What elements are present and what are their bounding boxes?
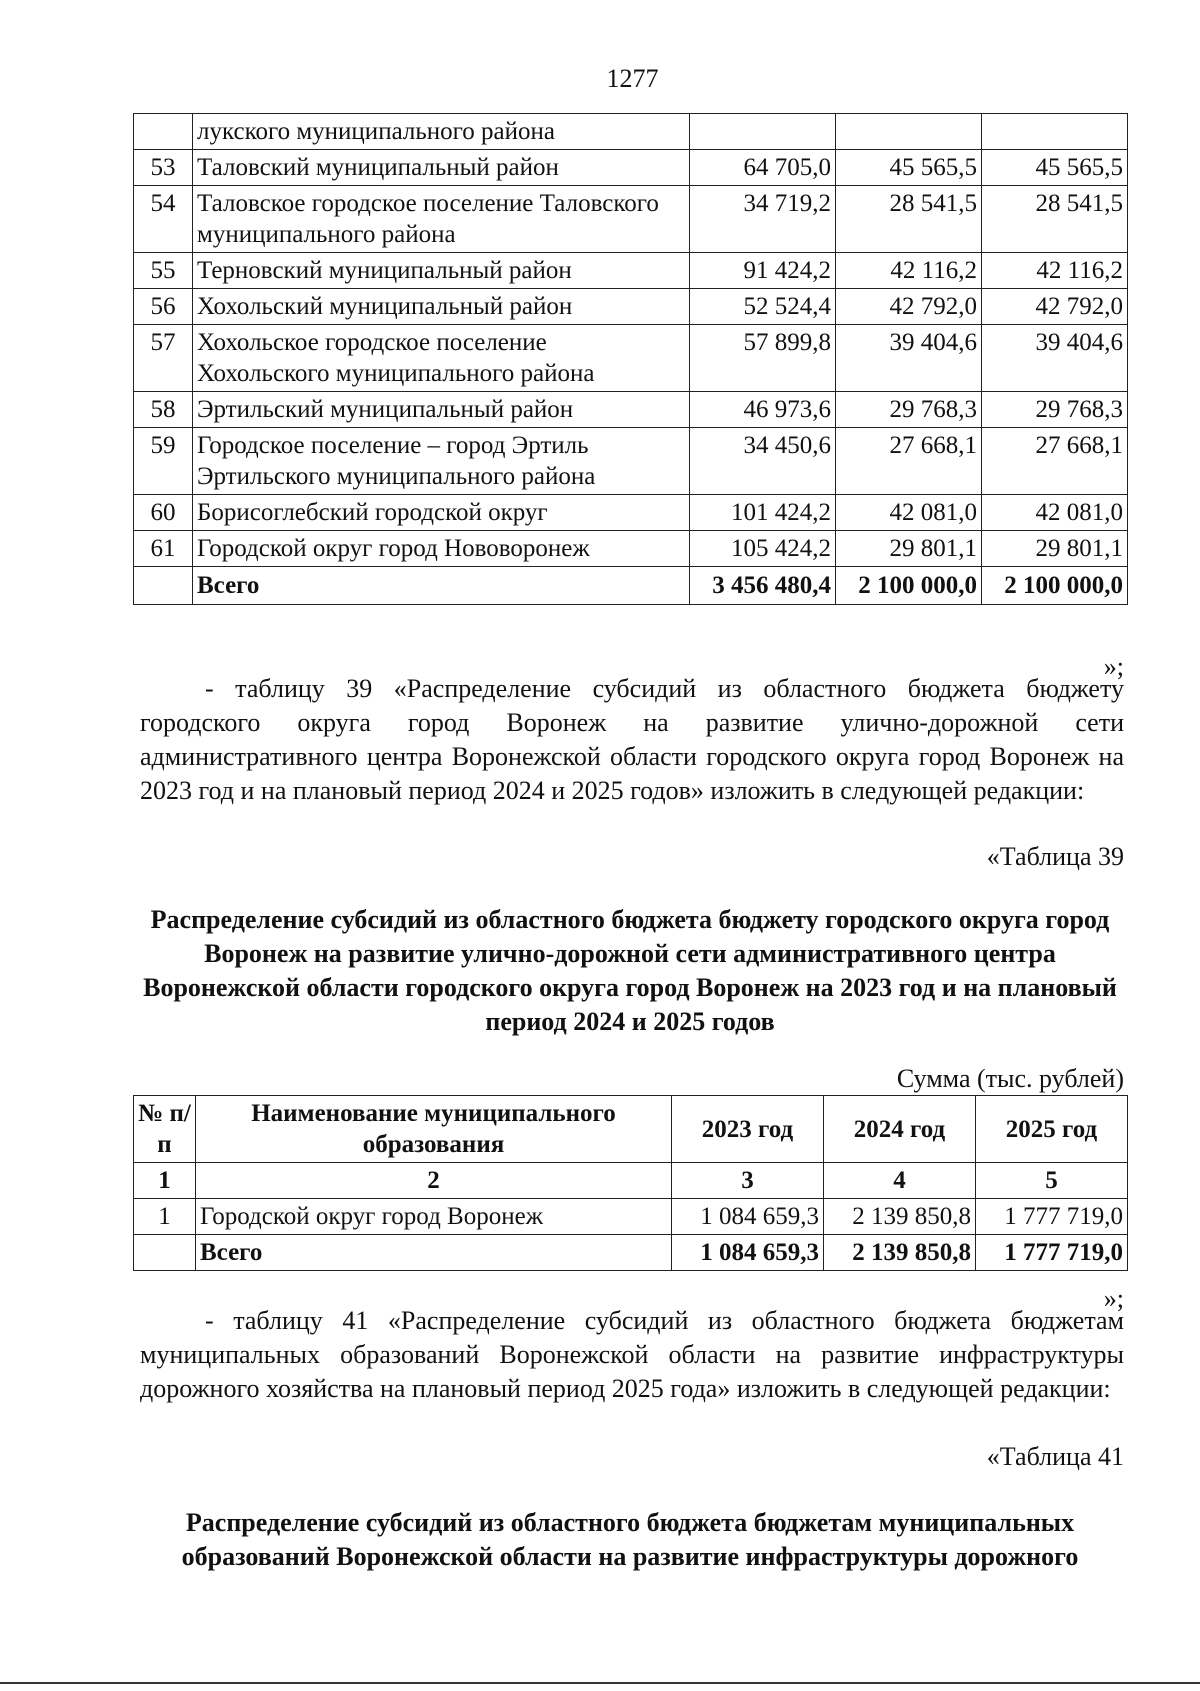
amount-2024: 29 801,1 [836,531,982,567]
table-41-title: Распределение субсидий из областного бюджета бюджетам муниципальных образований Воронежской области на развитие инфраструктуры дорожного [181,1508,1079,1571]
row-number: 58 [134,392,193,428]
row-number: 61 [134,531,193,567]
column-number: 1 [134,1163,196,1199]
header-2024: 2024 год [824,1096,976,1163]
municipality-name: Городское поселение – город Эртиль Эртильского муниципального района [193,428,690,495]
table-41-label: «Таблица 41 [986,1442,1124,1471]
total-2025: 2 100 000,0 [982,567,1128,605]
amount-2025: 42 116,2 [982,253,1128,289]
header-2023: 2023 год [672,1096,824,1163]
amount-2023: 52 524,4 [690,289,836,325]
subsidy-table-body [134,114,1128,605]
closing-quote-2: »; [1103,1284,1124,1313]
amount-2023: 101 424,2 [690,495,836,531]
amount-2024: 2 139 850,8 [824,1199,976,1235]
amount-2024: 29 768,3 [836,392,982,428]
amount-2025: 29 801,1 [982,531,1128,567]
table-row [134,392,1128,428]
row-number: 1 [134,1199,196,1235]
subsidy-table-continued [133,113,1128,605]
municipality-name: Терновский муниципальный район [193,253,690,289]
amount-2025: 28 541,5 [982,186,1128,253]
table-row [134,495,1128,531]
table-row [134,325,1128,392]
table-row [134,114,1128,150]
amount-2024: 39 404,6 [836,325,982,392]
total-label: Всего [193,567,690,605]
municipality-name: Таловский муниципальный район [193,150,690,186]
row-number: 55 [134,253,193,289]
header-name: Наименование муниципального образования [196,1096,672,1163]
amount-2025: 42 081,0 [982,495,1128,531]
amount-2023: 91 424,2 [690,253,836,289]
table-row [134,531,1128,567]
amount-2025: 1 777 719,0 [976,1199,1128,1235]
total-2024: 2 139 850,8 [824,1235,976,1271]
table-39-label: «Таблица 39 [986,842,1124,871]
municipality-name: Эртильский муниципальный район [193,392,690,428]
page-number: 1277 [606,64,659,93]
amount-2025: 39 404,6 [982,325,1128,392]
amount-2023: 34 450,6 [690,428,836,495]
municipality-name: Хохольское городское поселение Хохольского муниципального района [193,325,690,392]
row-number [134,567,193,605]
column-number-row [134,1163,1128,1199]
amount-2023: 34 719,2 [690,186,836,253]
column-number: 4 [824,1163,976,1199]
table-row [134,150,1128,186]
page-bottom-rule [0,1682,1200,1684]
amount-2023 [690,114,836,150]
total-row [134,1235,1128,1271]
amount-2024: 27 668,1 [836,428,982,495]
column-number: 2 [196,1163,672,1199]
amount-2024: 45 565,5 [836,150,982,186]
header-num: № п/п [134,1096,196,1163]
table-row [134,1199,1128,1235]
row-number: 56 [134,289,193,325]
column-number: 5 [976,1163,1128,1199]
amount-2025: 29 768,3 [982,392,1128,428]
total-2023: 3 456 480,4 [690,567,836,605]
amount-2025: 45 565,5 [982,150,1128,186]
table-row [134,289,1128,325]
amount-2023: 57 899,8 [690,325,836,392]
column-number: 3 [672,1163,824,1199]
amount-2023: 46 973,6 [690,392,836,428]
row-number [134,1235,196,1271]
table-39-title: Распределение субсидий из областного бюджета бюджету городского округа город Воронеж на развитие улично-дорожной сети административного центра Воронежской области городского округа город Воронеж на 2023 год и на плановый период 2024 и 2025 годов [143,905,1117,1036]
row-number: 60 [134,495,193,531]
table-row [134,253,1128,289]
total-row [134,567,1128,605]
amendment-paragraph-41: - таблицу 41 «Распределение субсидий из областного бюджета бюджетам муниципальных образований Воронежской области на развитие инфраструктуры дорожного хозяйства на плановый период 2025 года» изложить в следующей редакции: [140,1306,1124,1403]
municipality-name: Таловское городское поселение Таловского муниципального района [193,186,690,253]
amount-2025 [982,114,1128,150]
table-39-header-row [134,1096,1128,1163]
table-row [134,428,1128,495]
row-number: 57 [134,325,193,392]
total-2023: 1 084 659,3 [672,1235,824,1271]
row-number: 59 [134,428,193,495]
municipality-name: Городской округ город Воронеж [196,1199,672,1235]
amount-2024: 42 116,2 [836,253,982,289]
amount-2024: 42 792,0 [836,289,982,325]
municipality-name: Хохольский муниципальный район [193,289,690,325]
municipality-name: лукского муниципального района [193,114,690,150]
row-number [134,114,193,150]
amount-2024: 28 541,5 [836,186,982,253]
total-2025: 1 777 719,0 [976,1235,1128,1271]
row-number: 53 [134,150,193,186]
amendment-paragraph-39: - таблицу 39 «Распределение субсидий из областного бюджета бюджету городского округа город Воронеж на развитие улично-дорожной сети административного центра Воронежской области городского округа город Воронеж на 2023 год и на плановый период 2024 и 2025 годов» изложить в следующей редакции: [140,674,1124,805]
amount-2024 [836,114,982,150]
total-2024: 2 100 000,0 [836,567,982,605]
table-39 [133,1095,1128,1271]
header-2025: 2025 год [976,1096,1128,1163]
amount-2024: 42 081,0 [836,495,982,531]
table-row [134,186,1128,253]
municipality-name: Борисоглебский городской округ [193,495,690,531]
amount-2023: 64 705,0 [690,150,836,186]
municipality-name: Городской округ город Нововоронеж [193,531,690,567]
amount-2025: 27 668,1 [982,428,1128,495]
amount-2023: 105 424,2 [690,531,836,567]
total-label: Всего [196,1235,672,1271]
table-39-units: Сумма (тыс. рублей) [896,1064,1124,1093]
row-number: 54 [134,186,193,253]
amount-2023: 1 084 659,3 [672,1199,824,1235]
closing-quote-1: »; [1103,652,1124,681]
amount-2025: 42 792,0 [982,289,1128,325]
